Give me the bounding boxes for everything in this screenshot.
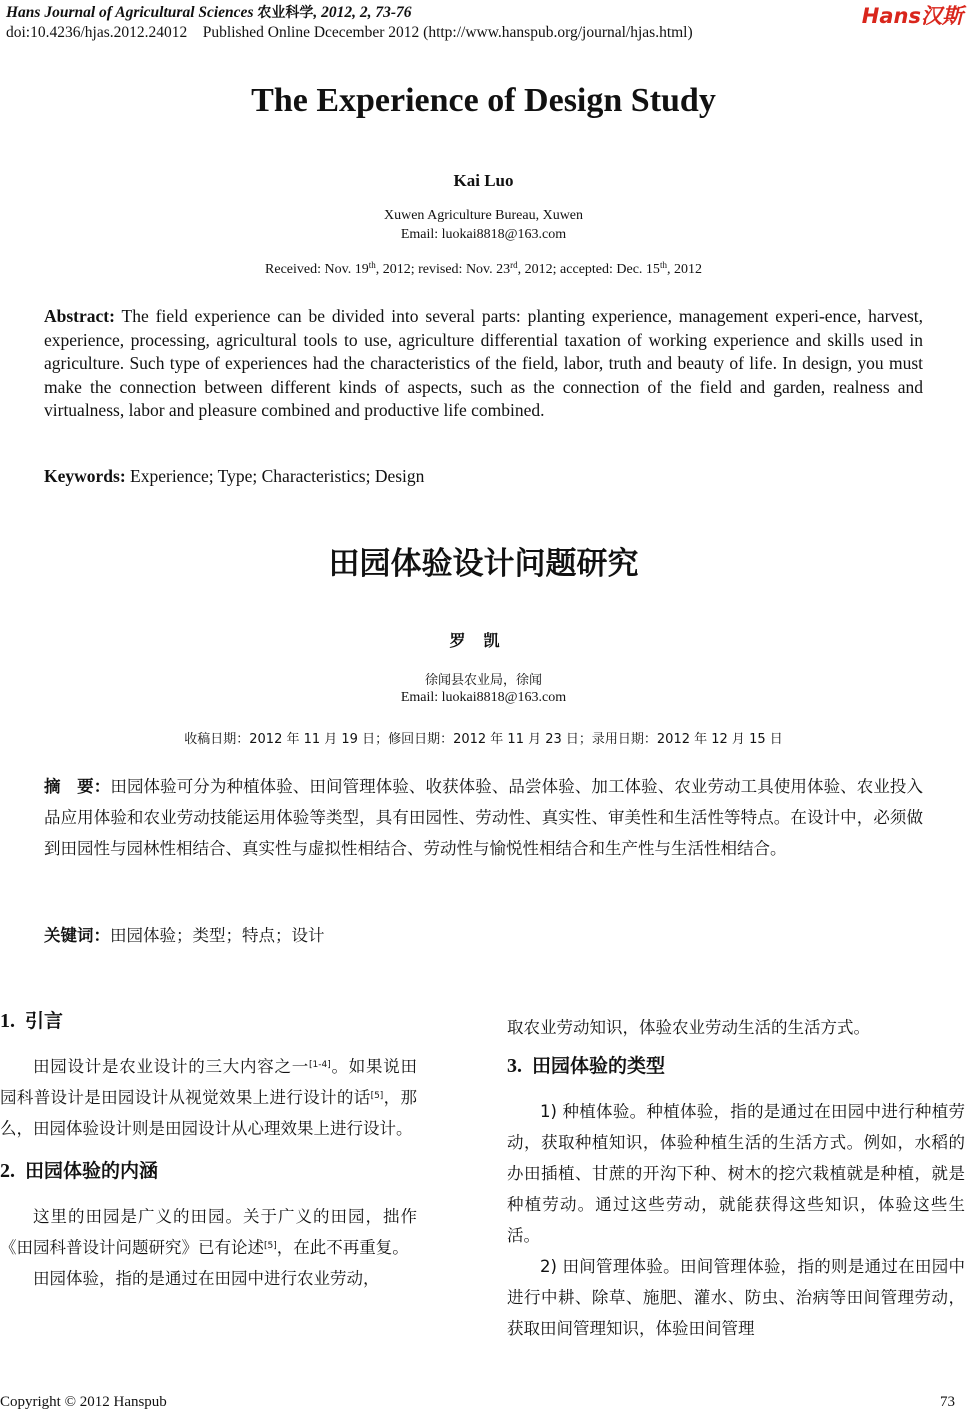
section-2-heading: 2. 田园体验的内涵: [0, 1160, 159, 1182]
paragraph: 2) 田间管理体验。田间管理体验，指的则是通过在田园中进行中耕、除草、施肥、灌水、防虫、治病等田间管理劳动，获取田间管理知识，体验田间管理: [507, 1257, 965, 1338]
english-affiliation: Xuwen Agriculture Bureau, Xuwen: [383, 208, 584, 223]
chinese-dates: 收稿日期：2012 年 11 月 19 日；修回日期：2012 年 11 月 23 日；录用日期：2012 年 12 月 15 日: [184, 732, 783, 747]
doi-line: doi:10.4236/hjas.2012.24012 Published Online Dcecember 2012 (http://www.hanspub.org/journal/hjas.html): [6, 24, 693, 41]
abstract-label: Abstract:: [44, 306, 115, 326]
keywords-text: Experience; Type; Characteristics; Design: [125, 466, 425, 486]
chinese-email: Email: luokai8818@163.com: [400, 690, 567, 705]
english-title: The Experience of Design Study: [251, 82, 716, 119]
page-number: 73: [940, 1394, 955, 1410]
abstract-text: The field experience can be divided into several parts: planting experience, management experi-ence, harvest, experience, processing, agricultural tools to use, agriculture differential taxation of working experience and skills used in agriculture. Such type of experiences had the characteristics of the field, labor, truth and beauty of life. In design, you must make the connection between different kinds of aspects, such as the connection of the field and garden, realness and virtualness, labor and pleasure combined and productive life combined.: [44, 306, 923, 420]
chinese-author: 罗凯: [449, 631, 518, 650]
citation: [5]: [264, 1241, 277, 1251]
english-author: Kai Luo: [453, 171, 514, 190]
body-right-column: [507, 1012, 965, 1344]
body-left-column: [0, 994, 417, 1294]
keywords-label: Keywords:: [44, 466, 126, 486]
paragraph: 取农业劳动知识，体验农业劳动生活的生活方式。: [507, 1018, 870, 1037]
chinese-keywords-label: 关键词：: [44, 926, 110, 945]
english-abstract: [44, 305, 923, 423]
paragraph: 这里的田园是广义的田园。关于广义的田园，拙作《田园科普设计问题研究》已有论述[5]，在此不再重复。: [0, 1207, 417, 1257]
english-email: Email: luokai8818@163.com: [400, 227, 567, 242]
chinese-keywords-text: 田园体验；类型；特点；设计: [110, 926, 325, 945]
chinese-abstract-text: 田园体验可分为种植体验、田间管理体验、收获体验、品尝体验、加工体验、农业劳动工具使用体验、农业投入品应用体验和农业劳动技能运用体验等类型，具有田园性、劳动性、真实性、审美性和生活性等特点。在设计中，必须做到田园性与园林性相结合、真实性与虚拟性相结合、劳动性与愉悦性相结合和生产性与生活性相结合。: [44, 777, 924, 858]
journal-name: Hans Journal of Agricultural Sciences: [6, 4, 254, 21]
chinese-keywords: [44, 920, 923, 951]
section-1-heading: 1. 引言: [0, 1010, 64, 1032]
english-dates: Received: Nov. 19th, 2012; revised: Nov. 23rd, 2012; accepted: Dec. 15th, 2012: [265, 260, 702, 277]
citation: [1-4]: [309, 1060, 331, 1070]
chinese-abstract: [44, 771, 923, 864]
paragraph: 1) 种植体验。种植体验，指的是通过在田园中进行种植劳动，获取种植知识，体验种植生活的生活方式。例如，水稻的办田插植、甘蔗的开沟下种、树木的挖穴栽植就是种植，就是种植劳动。通过这些劳动，就能获得这些知识，体验这些生活。: [507, 1102, 965, 1245]
english-keywords: [44, 465, 923, 489]
journal-header: [6, 2, 412, 22]
journal-name-cn: 农业科学: [257, 5, 314, 21]
chinese-title: 田园体验设计问题研究: [328, 546, 639, 582]
chinese-affiliation: 徐闻县农业局，徐闻: [424, 673, 542, 688]
section-3-heading: 3. 田园体验的类型: [507, 1055, 666, 1077]
chinese-abstract-label: 摘 要：: [44, 777, 111, 796]
publisher-logo: Hans汉斯: [861, 4, 963, 28]
copyright-footer: Copyright © 2012 Hanspub: [0, 1394, 167, 1410]
citation: [5]: [370, 1091, 384, 1101]
journal-volume: , 2012, 2, 73-76: [313, 4, 412, 21]
paragraph: 田园体验，指的是通过在田园中进行农业劳动，: [33, 1269, 380, 1288]
paragraph: 田园设计是农业设计的三大内容之一[1-4]。如果说田园科普设计是田园设计从视觉效果上进行设计的话[5]，那么，田园体验设计则是田园设计从心理效果上进行设计。: [0, 1057, 418, 1138]
